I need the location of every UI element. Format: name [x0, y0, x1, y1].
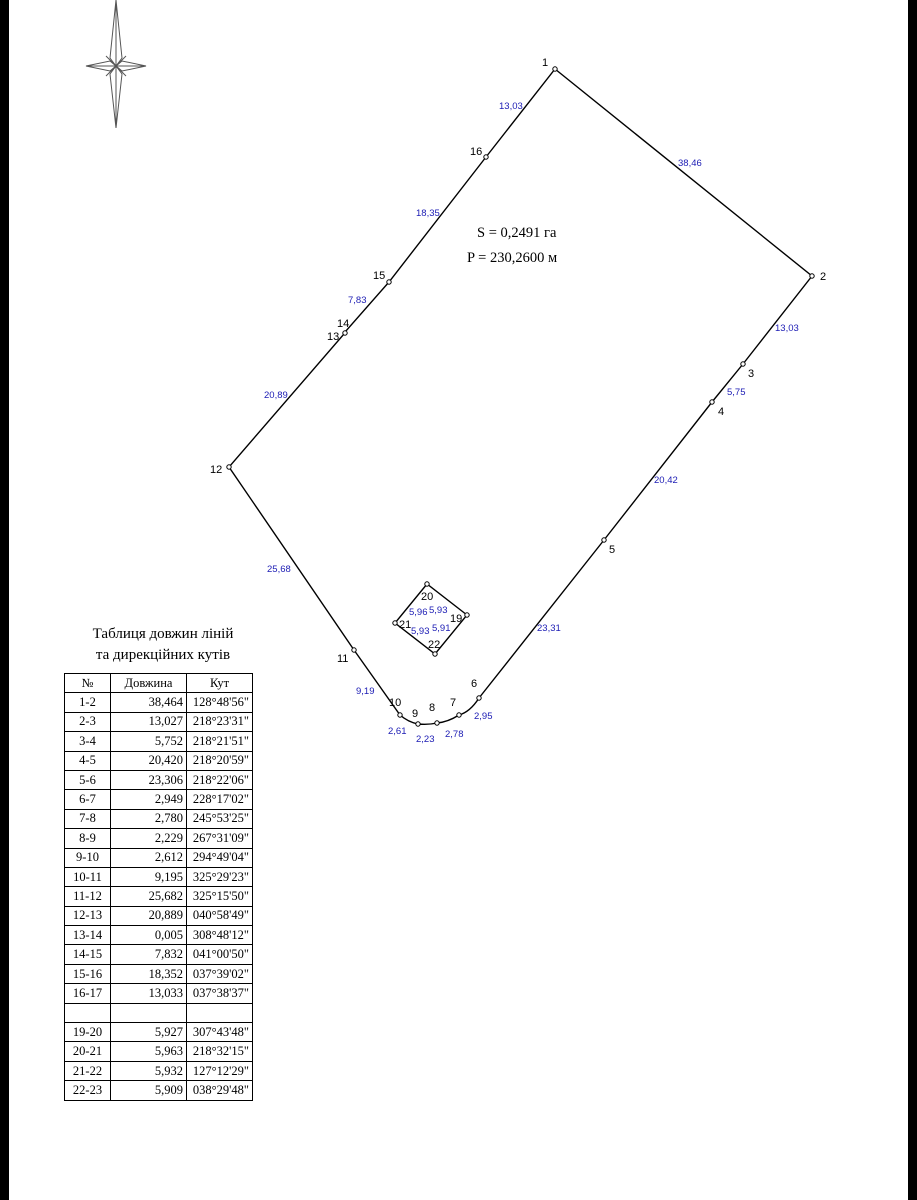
header-number: №: [65, 674, 111, 693]
vertex: [553, 67, 557, 71]
distance-label: 7,83: [348, 295, 367, 306]
cell-angle: 041°00'50": [187, 945, 253, 964]
cell-length: 2,780: [111, 809, 187, 828]
table-row: [65, 1003, 253, 1022]
cell-angle: 218°32'15": [187, 1042, 253, 1061]
table-row: [65, 1081, 253, 1100]
cell-segment: 5-6: [65, 770, 111, 789]
distance-label: 18,35: [416, 208, 440, 219]
table-header-row: [65, 674, 253, 693]
table-row: [65, 1042, 253, 1061]
cell-angle: 128°48'56": [187, 693, 253, 712]
table-row: [65, 751, 253, 770]
vertex: [484, 155, 488, 159]
vertex: [457, 713, 461, 717]
table-row: [65, 809, 253, 828]
cell-angle: [187, 1003, 253, 1022]
vertex: [710, 400, 714, 404]
cell-length: 5,909: [111, 1081, 187, 1100]
cell-length: 13,027: [111, 712, 187, 731]
table-row: [65, 1023, 253, 1042]
cell-segment: 4-5: [65, 751, 111, 770]
vertex: [435, 721, 439, 725]
point-label: 6: [471, 678, 478, 690]
point-label: 13: [327, 331, 340, 343]
point-label: 8: [429, 702, 436, 714]
cell-segment: 22-23: [65, 1081, 111, 1100]
distance-label: 2,95: [474, 711, 493, 722]
cell-length: 2,612: [111, 848, 187, 867]
point-label: 16: [470, 146, 483, 158]
cell-angle: 267°31'09": [187, 829, 253, 848]
cell-length: 20,889: [111, 906, 187, 925]
lengths-angles-table: [64, 673, 253, 1101]
cell-segment: 8-9: [65, 829, 111, 848]
point-label: 5: [609, 544, 616, 556]
point-label: 2: [820, 271, 827, 283]
distance-label: 25,68: [267, 564, 291, 575]
cell-length: 5,752: [111, 732, 187, 751]
point-label: 14: [337, 318, 350, 330]
vertex: [477, 696, 481, 700]
cell-segment: 16-17: [65, 984, 111, 1003]
cell-segment: [65, 1003, 111, 1022]
distance-label: 5,93: [411, 626, 430, 637]
cell-segment: 2-3: [65, 712, 111, 731]
table-title: [56, 624, 270, 666]
cell-length: 13,033: [111, 984, 187, 1003]
table-row: [65, 906, 253, 925]
cell-angle: 127°12'29": [187, 1061, 253, 1080]
cell-angle: 218°22'06": [187, 770, 253, 789]
cell-length: 0,005: [111, 926, 187, 945]
cell-angle: 218°20'59": [187, 751, 253, 770]
table-row: [65, 984, 253, 1003]
point-label: 1: [542, 57, 549, 69]
table-title-line: Таблиця довжин ліній: [92, 626, 234, 642]
cell-length: 9,195: [111, 867, 187, 886]
vertex: [343, 331, 347, 335]
cell-length: 38,464: [111, 693, 187, 712]
distance-label: 5,93: [429, 605, 448, 616]
vertex: [465, 613, 469, 617]
distance-label: 2,61: [388, 726, 407, 737]
point-label: 15: [373, 270, 386, 282]
vertex: [602, 538, 606, 542]
cell-segment: 7-8: [65, 809, 111, 828]
table-row: [65, 790, 253, 809]
cell-angle: 218°21'51": [187, 732, 253, 751]
point-label: 11: [337, 653, 349, 665]
cell-angle: 218°23'31": [187, 712, 253, 731]
distance-label: 9,19: [356, 686, 375, 697]
cell-segment: 20-21: [65, 1042, 111, 1061]
cell-angle: 040°58'49": [187, 906, 253, 925]
vertex: [352, 648, 356, 652]
cell-length: 5,963: [111, 1042, 187, 1061]
cell-length: 25,682: [111, 887, 187, 906]
vertex: [810, 274, 814, 278]
distance-label: 13,03: [775, 323, 799, 334]
point-label: 19: [450, 613, 463, 625]
table-row: [65, 926, 253, 945]
point-label: 7: [450, 697, 457, 709]
cell-angle: 307°43'48": [187, 1023, 253, 1042]
table-row: [65, 712, 253, 731]
distance-label: 2,78: [445, 729, 464, 740]
cell-length: 5,932: [111, 1061, 187, 1080]
vertex: [433, 652, 437, 656]
point-label: 12: [210, 464, 223, 476]
point-label: 21: [399, 619, 412, 631]
vertex: [741, 362, 745, 366]
header-angle: Кут: [187, 674, 253, 693]
cell-length: [111, 1003, 187, 1022]
distance-label: 38,46: [678, 158, 702, 169]
point-label: 9: [412, 708, 419, 720]
vertex: [398, 713, 402, 717]
point-label: 3: [748, 368, 755, 380]
vertex: [227, 465, 231, 469]
cell-length: 23,306: [111, 770, 187, 789]
vertex: [393, 621, 397, 625]
cell-length: 2,229: [111, 829, 187, 848]
cell-angle: 228°17'02": [187, 790, 253, 809]
cell-angle: 245°53'25": [187, 809, 253, 828]
cell-length: 18,352: [111, 964, 187, 983]
cell-length: 2,949: [111, 790, 187, 809]
cell-angle: 037°38'37": [187, 984, 253, 1003]
table-row: [65, 732, 253, 751]
table-row: [65, 964, 253, 983]
cell-angle: 308°48'12": [187, 926, 253, 945]
table-body: [65, 693, 253, 1100]
distance-label: 13,03: [499, 101, 523, 112]
cell-segment: 14-15: [65, 945, 111, 964]
cell-segment: 1-2: [65, 693, 111, 712]
cell-segment: 13-14: [65, 926, 111, 945]
cell-length: 5,927: [111, 1023, 187, 1042]
distance-label: 5,75: [727, 387, 746, 398]
table-row: [65, 770, 253, 789]
cell-segment: 3-4: [65, 732, 111, 751]
cell-segment: 9-10: [65, 848, 111, 867]
cell-length: 20,420: [111, 751, 187, 770]
cell-segment: 11-12: [65, 887, 111, 906]
table-row: [65, 887, 253, 906]
point-label: 20: [421, 591, 434, 603]
table-title-line: та дирекційних кутів: [95, 647, 231, 663]
cell-angle: 325°29'23": [187, 867, 253, 886]
cell-segment: 21-22: [65, 1061, 111, 1080]
perimeter-text: P = 230,2600 м: [467, 250, 558, 266]
cell-segment: 15-16: [65, 964, 111, 983]
distance-labels: [264, 101, 799, 745]
distance-label: 20,89: [264, 390, 288, 401]
cell-length: 7,832: [111, 945, 187, 964]
point-label: 22: [428, 639, 441, 651]
table-row: [65, 693, 253, 712]
distance-label: 23,31: [537, 623, 561, 634]
header-length: Довжина: [111, 674, 187, 693]
table-row: [65, 1061, 253, 1080]
cell-segment: 19-20: [65, 1023, 111, 1042]
table-row: [65, 867, 253, 886]
vertex: [425, 582, 429, 586]
vertex: [416, 722, 420, 726]
table-row: [65, 945, 253, 964]
cell-angle: 038°29'48": [187, 1081, 253, 1100]
distance-label: 5,91: [432, 623, 451, 634]
cell-angle: 294°49'04": [187, 848, 253, 867]
distance-label: 5,96: [409, 607, 428, 618]
distance-label: 20,42: [654, 475, 678, 486]
cell-segment: 12-13: [65, 906, 111, 925]
cell-angle: 037°39'02": [187, 964, 253, 983]
vertex: [387, 280, 391, 284]
area-text: S = 0,2491 га: [477, 225, 557, 241]
cell-segment: 6-7: [65, 790, 111, 809]
table-row: [65, 829, 253, 848]
distance-label: 2,23: [416, 734, 435, 745]
parcel-boundary: [229, 69, 812, 724]
cell-segment: 10-11: [65, 867, 111, 886]
table-row: [65, 848, 253, 867]
point-label: 10: [389, 697, 402, 709]
compass-rose-icon: [86, 0, 146, 128]
point-label: 4: [718, 406, 725, 418]
cell-angle: 325°15'50": [187, 887, 253, 906]
